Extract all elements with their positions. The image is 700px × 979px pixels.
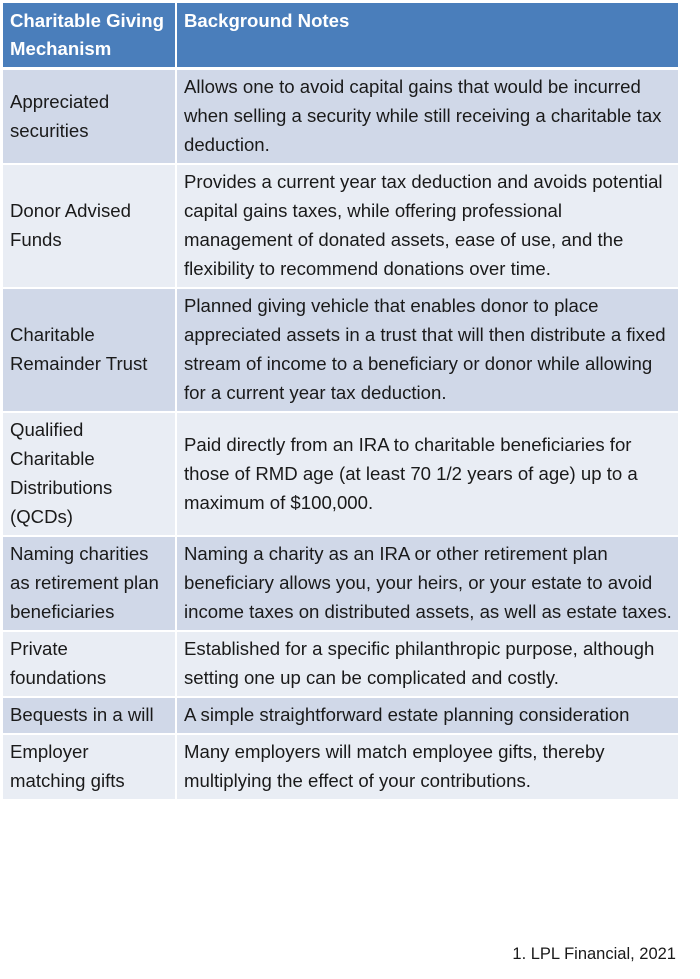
notes-cell: Paid directly from an IRA to charitable beneficiaries for those of RMD age (at least 70 1/2 years of age) up to a maximum of $100,000. — [177, 413, 678, 537]
notes-cell: A simple straightforward estate planning consideration — [177, 698, 678, 735]
notes-cell: Allows one to avoid capital gains that would be incurred when selling a security while still receiving a charitable tax deduction. — [177, 70, 678, 165]
mechanism-cell: Bequests in a will — [3, 698, 177, 735]
source-footnote: 1. LPL Financial, 2021 — [512, 945, 676, 963]
charitable-giving-table — [3, 3, 678, 801]
header-row — [3, 3, 678, 70]
notes-cell: Established for a specific philanthropic purpose, although setting one up can be complicated and costly. — [177, 632, 678, 698]
table-row — [3, 735, 678, 801]
mechanism-cell: Naming charities as retirement plan beneficiaries — [3, 537, 177, 632]
mechanism-cell: Employer matching gifts — [3, 735, 177, 801]
table-row — [3, 632, 678, 698]
notes-cell: Planned giving vehicle that enables donor to place appreciated assets in a trust that will then distribute a fixed stream of income to a beneficiary or donor while allowing for a current year tax deduction. — [177, 289, 678, 413]
table-row — [3, 289, 678, 413]
table-row — [3, 70, 678, 165]
table-row — [3, 413, 678, 537]
notes-cell: Many employers will match employee gifts, thereby multiplying the effect of your contributions. — [177, 735, 678, 801]
table-row — [3, 537, 678, 632]
mechanism-cell: Private foundations — [3, 632, 177, 698]
mechanism-cell: Charitable Remainder Trust — [3, 289, 177, 413]
header-background-notes: Background Notes — [177, 3, 678, 70]
table-row — [3, 165, 678, 289]
mechanism-cell: Appreciated securities — [3, 70, 177, 165]
mechanism-cell: Qualified Charitable Distributions (QCDs) — [3, 413, 177, 537]
header-mechanism: Charitable Giving Mechanism — [3, 3, 177, 70]
table-header — [3, 3, 678, 70]
table-body — [3, 70, 678, 801]
table-row — [3, 698, 678, 735]
mechanism-cell: Donor Advised Funds — [3, 165, 177, 289]
notes-cell: Provides a current year tax deduction and avoids potential capital gains taxes, while offering professional management of donated assets, ease of use, and the flexibility to recommend donations over time. — [177, 165, 678, 289]
notes-cell: Naming a charity as an IRA or other retirement plan beneficiary allows you, your heirs, or your estate to avoid income taxes on distributed assets, as well as estate taxes. — [177, 537, 678, 632]
